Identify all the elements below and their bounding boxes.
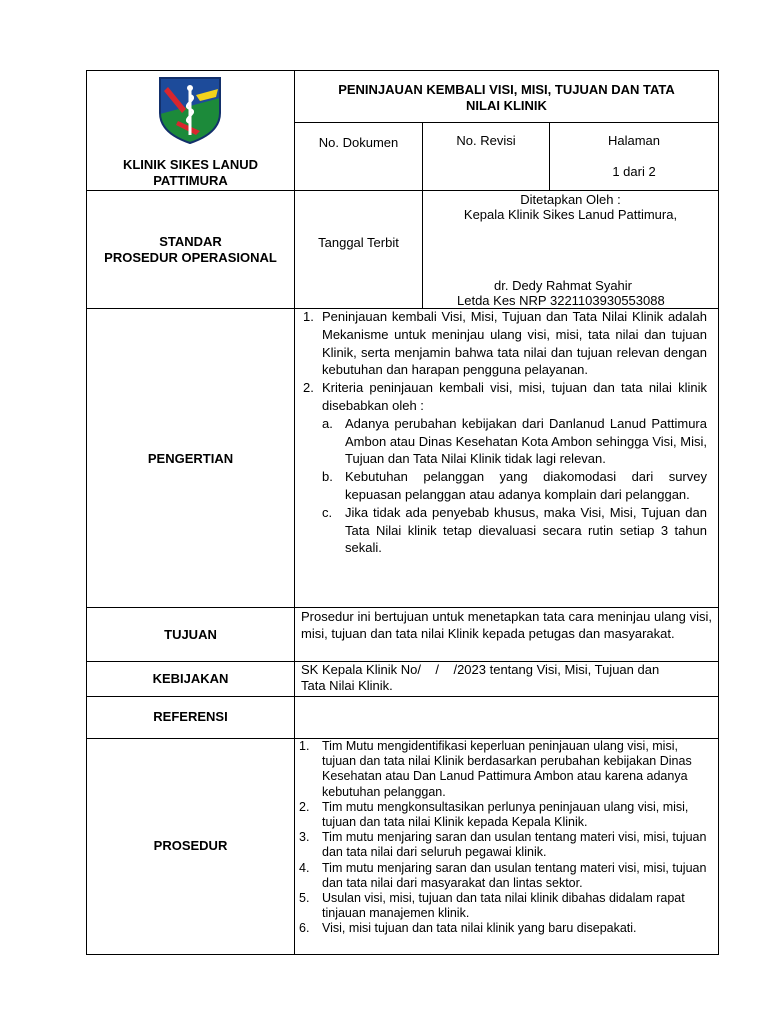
prosedur-label-cell xyxy=(86,738,295,955)
revision-cell xyxy=(422,122,550,191)
doc-number-cell xyxy=(294,122,423,191)
prosedur-step-number: 4. xyxy=(299,860,310,875)
referensi-content-cell xyxy=(294,696,719,739)
kebijakan-line2: Tata Nilai Klinik. xyxy=(301,678,393,693)
pengertian-item-number: 1. xyxy=(303,309,314,324)
referensi-label-cell xyxy=(86,696,295,739)
tujuan-text: Prosedur ini bertujuan untuk menetapkan tata cara meninjau ulang visi, misi, tujuan dan tata nilai Klinik kepada petugas dan masyarakat. xyxy=(301,609,712,641)
prosedur-step-text: Usulan visi, misi, tujuan dan tata nilai klinik dibahas didalam rapat tinjauan manajemen klinik. xyxy=(322,891,685,921)
pengertian-item-number: 2. xyxy=(303,380,314,396)
prosedur-step-4 xyxy=(299,861,715,891)
prosedur-step-number: 1. xyxy=(299,739,310,753)
pengertian-item-2 xyxy=(303,379,707,415)
prosedur-step-5 xyxy=(299,891,715,921)
page-value: 1 dari 2 xyxy=(612,164,656,179)
pengertian-item-1 xyxy=(303,308,707,379)
page-label: Halaman xyxy=(607,133,661,148)
prosedur-step-text: Visi, misi tujuan dan tata nilai klinik yang baru disepakati. xyxy=(322,921,637,936)
pengertian-label: PENGERTIAN xyxy=(147,451,234,466)
pengertian-subitem-letter: c. xyxy=(322,504,333,520)
pengertian-content-cell xyxy=(294,308,719,608)
prosedur-step-number: 3. xyxy=(299,830,310,845)
prosedur-step-text: Tim mutu menjaring saran dan usulan tentang materi visi, misi, tujuan dan tata nilai dari seluruh pegawai klinik. xyxy=(322,830,707,860)
referensi-label: REFERENSI xyxy=(153,709,228,724)
prosedur-content-cell xyxy=(294,738,719,955)
pengertian-subitem-b xyxy=(303,468,707,504)
tujuan-label: TUJUAN xyxy=(164,627,217,642)
pengertian-subitem-c xyxy=(303,504,707,557)
clinic-logo-icon xyxy=(156,75,224,145)
pengertian-subitem-text: Kebutuhan pelanggan yang diakomodasi dari survey kepuasan pelanggan atau adanya komplain dari pelanggan. xyxy=(345,469,707,502)
pengertian-subitem-text: Adanya perubahan kebijakan dari Danlanud Lanud Pattimura Ambon atau Dinas Kesehatan Kota Ambon sehingga Visi, Misi, Tujuan dan Tata Nilai Klinik tidak lagi relevan. xyxy=(345,415,707,467)
prosedur-label: PROSEDUR xyxy=(153,838,228,853)
tujuan-content-cell xyxy=(294,607,719,662)
kebijakan-label-cell xyxy=(86,661,295,697)
prosedur-step-1 xyxy=(299,739,715,800)
logo-cell xyxy=(86,70,295,191)
kebijakan-label: KEBIJAKAN xyxy=(152,671,229,686)
signer-id: Letda Kes NRP 3221103930553088 xyxy=(457,293,665,308)
kebijakan-content-cell xyxy=(294,661,719,697)
prosedur-step-text: Tim mutu mengkonsultasikan perlunya peninjauan ulang visi, misi, tujuan dan tata nilai Klinik kepada Kepala Klinik. xyxy=(322,799,689,830)
pengertian-item-text: Peninjauan kembali Visi, Misi, Tujuan dan Tata Nilai Klinik adalah Mekanisme untuk meninjau ulang visi, misi, tata nilai dan tujuan Klinik, serta menjamin bahwa tata nilai dan tujuan relevan dengan kebutuhan dan harapan pengguna pelayanan. xyxy=(322,309,707,378)
clinic-name-line1: KLINIK SIKES LANUD xyxy=(122,157,259,172)
issue-date-label: Tanggal Terbit xyxy=(318,235,399,250)
pengertian-label-cell xyxy=(86,308,295,608)
revision-label: No. Revisi xyxy=(456,133,516,148)
prosedur-step-number: 2. xyxy=(299,799,310,814)
doc-title-line2: NILAI KLINIK xyxy=(466,98,547,113)
approval-cell xyxy=(422,190,719,309)
prosedur-step-3 xyxy=(299,830,715,860)
pengertian-subitem-text: Jika tidak ada penyebab khusus, maka Visi, Misi, Tujuan dan Tata Nilai klinik tetap dievaluasi secara rutin setiap 3 tahun sekali. xyxy=(345,504,707,556)
clinic-name-line2: PATTIMURA xyxy=(153,173,228,188)
page-cell xyxy=(549,122,719,191)
doc-title-line1: PENINJAUAN KEMBALI VISI, MISI, TUJUAN DAN TATA xyxy=(338,82,675,97)
pengertian-subitem-a xyxy=(303,415,707,468)
signer-name: dr. Dedy Rahmat Syahir xyxy=(494,278,633,293)
approved-by-label: Ditetapkan Oleh : xyxy=(520,192,621,207)
issue-date-cell xyxy=(294,190,423,309)
prosedur-step-text: Tim Mutu mengidentifikasi keperluan peninjauan ulang visi, misi, tujuan dan tata nilai Klinik berdasarkan perubahan kebijakan Dinas Kesehatan atau Dan Lanud Pattimura Ambon atau karena adanya kebutuhan pelanggan. xyxy=(322,739,692,799)
pengertian-subitem-letter: a. xyxy=(322,415,333,431)
pengertian-subitem-letter: b. xyxy=(322,469,333,485)
prosedur-step-2 xyxy=(299,800,715,830)
prosedur-step-number: 6. xyxy=(299,921,310,936)
sop-label-cell xyxy=(86,190,295,309)
sop-label-line1: STANDAR xyxy=(159,234,222,249)
pengertian-item-text: Kriteria peninjauan kembali visi, misi, tujuan dan tata nilai klinik disebabkan oleh : xyxy=(322,380,707,413)
sop-label-line2: PROSEDUR OPERASIONAL xyxy=(104,250,277,265)
prosedur-step-number: 5. xyxy=(299,891,310,906)
title-cell xyxy=(294,70,719,123)
tujuan-label-cell xyxy=(86,607,295,662)
prosedur-step-text: Tim mutu menjaring saran dan usulan tentang materi visi, misi, tujuan dan tata nilai dari masyarakat dan lintas sektor. xyxy=(322,860,707,890)
approver-title: Kepala Klinik Sikes Lanud Pattimura, xyxy=(463,207,678,222)
kebijakan-line1: SK Kepala Klinik No/ / /2023 tentang Visi, Misi, Tujuan dan xyxy=(301,662,660,677)
doc-number-label: No. Dokumen xyxy=(318,135,399,150)
prosedur-step-6 xyxy=(299,921,715,936)
